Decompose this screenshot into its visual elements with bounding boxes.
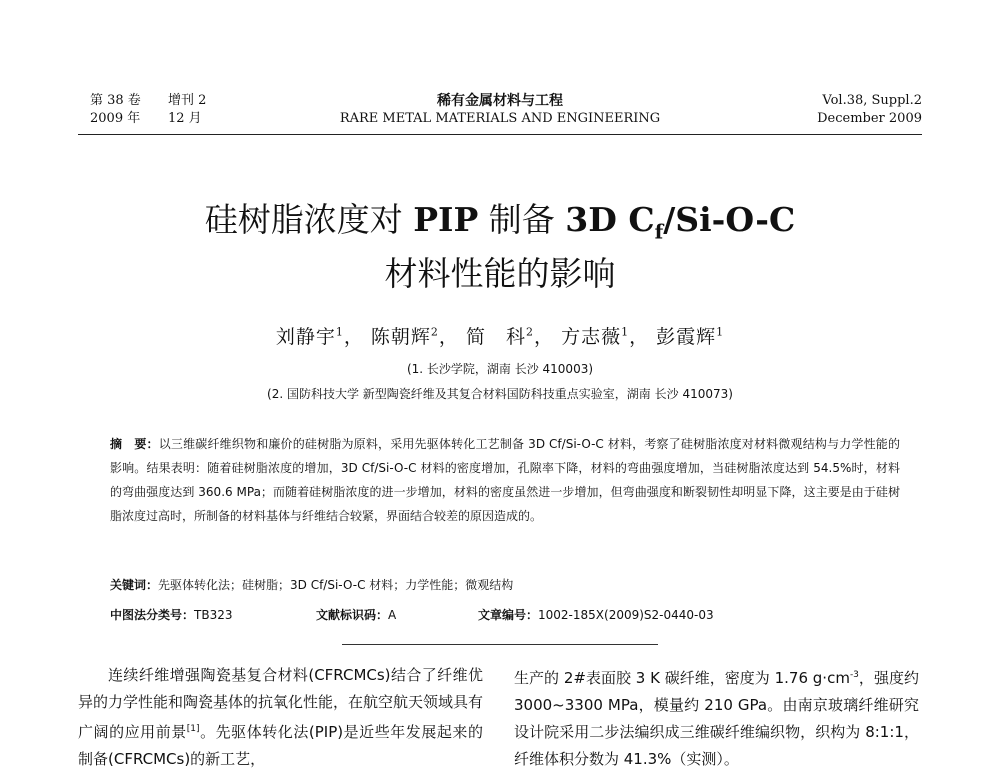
author-5: 彭霞辉$^1$ bbox=[656, 325, 725, 348]
header-right bbox=[817, 92, 922, 128]
paper-title-line1 bbox=[0, 196, 1000, 256]
title-part-a: 硅树脂浓度对 bbox=[204, 200, 414, 239]
abstract bbox=[110, 432, 900, 528]
journal-name-en: RARE METAL MATERIALS AND ENGINEERING bbox=[339, 111, 661, 126]
author-2: 陈朝辉$^2$ bbox=[370, 325, 439, 348]
clc-code: 中图法分类号：TB323 bbox=[110, 608, 233, 622]
author-list: 刘静宇$^1$， 陈朝辉$^2$， 简 科$^2$， 方志薇$^1$， 彭霞辉$^1$ bbox=[275, 325, 725, 348]
body-left-text-2: 。先驱体转化法(PIP)是近些年发展起来的制备(CFRCMCs)的新工艺， bbox=[78, 723, 483, 768]
title-part-sioc: /Si-O-C bbox=[663, 200, 796, 239]
author-4: 方志薇$^1$ bbox=[561, 325, 630, 348]
title-part-pip: PIP bbox=[413, 200, 479, 239]
paper-title-line2: 材料性能的影响 bbox=[384, 254, 616, 293]
body-left-text: 连续纤维增强陶瓷基复合材料(CFRCMCs)结合了纤维优异的力学性能和陶瓷基体的抗氧化性能，在航空航天领域具有广阔的应用前景 bbox=[78, 666, 484, 741]
abstract-label: 摘 要： bbox=[110, 437, 159, 451]
title-part-c: 制备 bbox=[478, 200, 566, 239]
body-right-text-b: ，强度约 3000~3300 MPa，模量约 210 GPa。由南京玻璃纤维研究设计院采用二步法编织成三维碳纤维编织物，织构为 8:1:1，纤维体积分数为 41.3%（实测）。 bbox=[514, 669, 919, 768]
abstract-text: 以三维碳纤维织物和廉价的硅树脂为原料，采用先驱体转化工艺制备 3D Cf/Si-O-C 材料，考察了硅树脂浓度对材料微观结构与力学性能的影响。结果表明：随着硅树脂浓度的增加，3D Cf/Si-O-C 材料的密度增加，孔隙率下降，材料的弯曲强度增加，当硅树脂浓度达到 54.5%时，材料的弯曲强度达到 360.6 MPa；而随着硅树脂浓度的进一步增加，材料的密度虽然进一步增加，但弯曲强度和断裂韧性却明显下降，这主要是由于硅树脂浓度过高时，所制备的材料基体与纤维结合较紧，界面结合较差的原因造成的。 bbox=[110, 437, 900, 523]
affiliation-2: (2. 国防科技大学 新型陶瓷纤维及其复合材料国防科技重点实验室，湖南 长沙 410073) bbox=[267, 387, 733, 401]
body-column-left bbox=[78, 662, 483, 773]
volume-en: Vol.38, Suppl.2 bbox=[822, 93, 922, 108]
affiliation-1: (1. 长沙学院，湖南 长沙 410003) bbox=[406, 362, 594, 376]
body-column-right bbox=[514, 662, 919, 773]
keywords-text: 先驱体转化法；硅树脂；3D Cf/Si-O-C 材料；力学性能；微观结构 bbox=[158, 578, 514, 592]
reference-1[interactable]: [1] bbox=[186, 724, 200, 734]
issue-label: 增刊 2 bbox=[168, 93, 207, 108]
journal-name-cn: 稀有金属材料与工程 bbox=[437, 93, 563, 109]
title-part-3dc: 3D C bbox=[565, 200, 655, 239]
title-sub-f: f bbox=[654, 219, 664, 244]
volume-label: 第 38 卷 bbox=[90, 93, 141, 108]
unit-superscript: -3 bbox=[849, 670, 859, 680]
year-label: 2009 年 bbox=[90, 111, 141, 126]
author-1: 刘静宇$^1$ bbox=[275, 325, 344, 348]
keywords bbox=[110, 576, 900, 593]
body-right-text-a: 生产的 2#表面胶 3 K 碳纤维，密度为 1.76 g·cm bbox=[514, 669, 850, 687]
date-en: December 2009 bbox=[817, 111, 922, 126]
keywords-label: 关键词： bbox=[110, 578, 159, 592]
month-label: 12 月 bbox=[168, 111, 202, 126]
document-code: 文献标识码：A bbox=[316, 608, 397, 622]
article-number: 文章编号：1002-185X(2009)S2-0440-03 bbox=[478, 608, 714, 622]
section-divider bbox=[342, 644, 658, 645]
author-3: 简 科$^2$ bbox=[465, 325, 534, 348]
header-rule bbox=[78, 134, 922, 135]
